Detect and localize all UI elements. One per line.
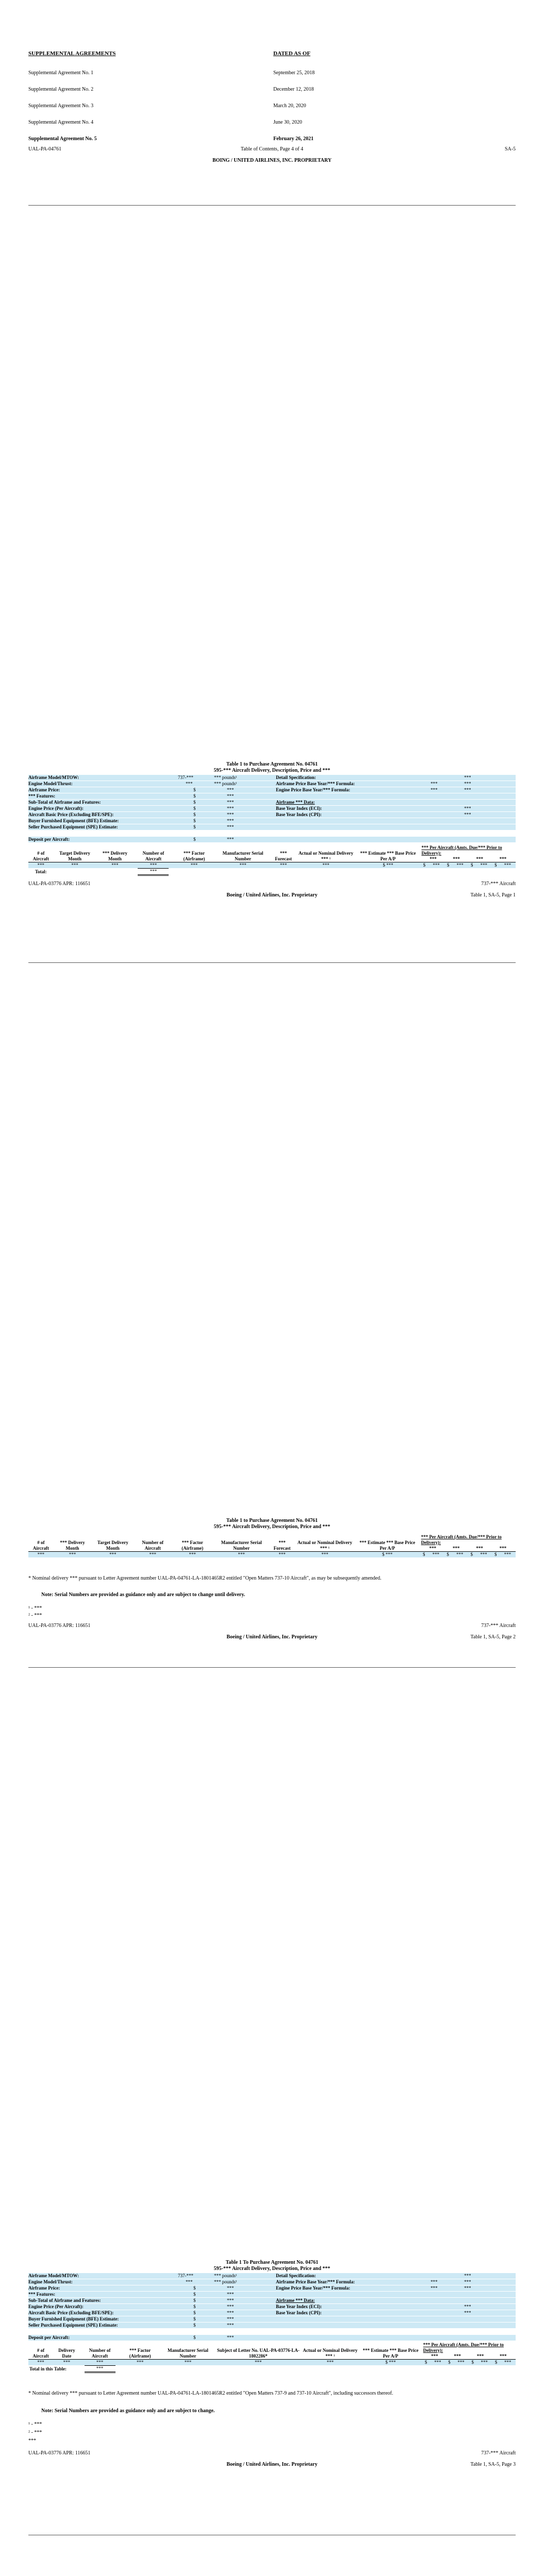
col-header: Manufacturer Serial Number xyxy=(161,2342,215,2360)
total-value: *** xyxy=(138,868,169,876)
cell: *** xyxy=(134,1552,171,1558)
cell: $ xyxy=(468,862,476,869)
spec-label: Seller Purchased Equipment (SPE) Estimate: xyxy=(28,2323,118,2328)
toc-row-date: December 12, 2018 xyxy=(273,87,314,92)
spec-label: Seller Purchased Equipment (SPE) Estimate: xyxy=(28,824,118,829)
group-header: *** Per Aircraft (Amts. Due/*** Prior to Delivery): xyxy=(421,845,502,856)
spec-right-label: Detail Specification: xyxy=(276,2273,316,2278)
spec-value-a: $ xyxy=(193,2323,196,2328)
cell: *** xyxy=(54,1552,91,1558)
deposit-value-b: *** xyxy=(227,837,234,842)
spec-label: Buyer Furnished Equipment (BFE) Estimate: xyxy=(28,2316,119,2321)
toc-header-left: SUPPLEMENTAL AGREEMENTS xyxy=(28,50,116,57)
table-title: Table 1 to Purchase Agreement No. 04761 xyxy=(226,1518,318,1523)
cell: $ xyxy=(444,862,452,869)
spec-value-b: *** pounds¹ xyxy=(214,2279,237,2284)
spec-value-a: 737-*** xyxy=(178,2273,193,2278)
spec-right-label: Engine Price Base Year/*** Formula: xyxy=(276,2285,351,2291)
proprietary: Boeing / United Airlines, Inc. Proprietary xyxy=(226,1634,318,1640)
cell: *** xyxy=(215,2360,301,2366)
spec-value-b: *** pounds¹ xyxy=(214,2273,237,2278)
col-header: Number of Aircraft xyxy=(134,845,173,862)
group-col: *** xyxy=(454,2353,461,2359)
proprietary: Boeing / United Airlines, Inc. Proprietary xyxy=(226,2462,318,2467)
schedule-table xyxy=(28,1534,516,1557)
toc-row-name: Supplemental Agreement No. 4 xyxy=(28,120,94,125)
cell: $ xyxy=(444,1552,452,1558)
spec-value-a: $ xyxy=(193,787,196,792)
total-label: Total: xyxy=(35,869,47,874)
footer-right: 737-*** Aircraft xyxy=(481,881,516,887)
group-col: *** xyxy=(429,1546,436,1551)
cell: *** xyxy=(295,1552,355,1558)
spec-value-b: *** xyxy=(227,2310,234,2315)
spec-value-a: $ xyxy=(193,2316,196,2321)
footnote: * Nominal delivery *** pursuant to Letter Agreement number UAL-PA-04761-LA-1801465R2 entitled "Open Matters 737-9 and 737-10 Aircraft", including successors thereof. xyxy=(28,2391,393,2396)
cell: *** xyxy=(453,2360,469,2366)
cell: *** xyxy=(161,2360,215,2366)
cell: *** xyxy=(119,2360,161,2366)
spec-right-value: *** xyxy=(431,2285,438,2291)
spec-right-value2: *** xyxy=(464,2279,471,2284)
table-subtitle: 595-*** Aircraft Delivery, Description, Price and *** xyxy=(213,768,331,773)
footer-left: UAL-PA-03776 APR: 116651 xyxy=(28,881,91,887)
col-header: Actual or Nominal Delivery *** ¹ xyxy=(296,845,356,862)
spec-value-b: *** xyxy=(227,824,234,829)
spec-label: Buyer Furnished Equipment (BFE) Estimate: xyxy=(28,818,119,823)
footer-right: 737-*** Aircraft xyxy=(481,2450,516,2456)
spec-right-label: Airframe *** Data: xyxy=(276,800,315,805)
spec-label: Sub-Total of Airframe and Features: xyxy=(28,2298,101,2303)
spec-label: Engine Price (Per Aircraft): xyxy=(28,2304,84,2309)
cell: $ xyxy=(422,2360,430,2366)
proprietary: Boeing / United Airlines, Inc. Proprietary xyxy=(226,892,318,898)
cell: *** xyxy=(386,862,393,868)
spec-label: Airframe Price: xyxy=(28,2285,60,2291)
cell: *** xyxy=(476,2360,492,2366)
col-header: Subject of Letter No. UAL-PA-03776-LA-1802286* xyxy=(215,2342,301,2360)
group-col: *** xyxy=(499,1546,507,1551)
toc-row-name: Supplemental Agreement No. 1 xyxy=(28,70,94,76)
cell: *** xyxy=(171,1552,213,1558)
spec-label: Sub-Total of Airframe and Features: xyxy=(28,800,101,805)
spec-value-b: *** xyxy=(227,812,234,817)
spec-label: Aircraft Basic Price (Excluding BFE/SPE): xyxy=(28,2310,114,2315)
cell: *** xyxy=(213,1552,269,1558)
cell: *** xyxy=(452,1552,468,1558)
cell: *** xyxy=(500,2360,516,2366)
spec-value-a: $ xyxy=(193,824,196,829)
cell: *** xyxy=(28,1552,54,1558)
spec-right-label: Airframe *** Data: xyxy=(276,2298,315,2303)
cell: $ xyxy=(382,1552,385,1557)
cell: *** xyxy=(80,2360,120,2366)
table-row xyxy=(28,1552,516,1558)
spec-value-b: *** xyxy=(227,2316,234,2321)
toc-row-name: Supplemental Agreement No. 3 xyxy=(28,103,94,109)
cell: *** xyxy=(296,862,356,869)
serial-note: Note: Serial Numbers are provided as guidance only and are subject to change until delivery. xyxy=(41,1592,245,1598)
cell: $ xyxy=(420,1552,428,1558)
toc-header-right: DATED AS OF xyxy=(273,50,310,57)
spec-right-value: *** xyxy=(431,2279,438,2284)
cell: *** xyxy=(54,862,96,869)
spec-right-value: *** xyxy=(464,775,471,780)
serial-note: Note: Serial Numbers are provided as guidance only and are subject to change. xyxy=(41,2408,215,2414)
group-col: *** xyxy=(500,2353,507,2359)
spec-value-a: $ xyxy=(193,2285,196,2291)
spec-right-value2: *** xyxy=(464,787,471,792)
cell: *** xyxy=(269,1552,295,1558)
deposit-label: Deposit per Aircraft: xyxy=(28,2335,70,2340)
spec-value-a: $ xyxy=(193,2298,196,2303)
table-title: Table 1 to Purchase Agreement No. 04761 xyxy=(226,761,318,767)
footnote-extra: ¹ - *** xyxy=(28,2421,42,2427)
footnote-extra: ² - *** xyxy=(28,1613,42,1618)
schedule-table xyxy=(28,845,516,876)
cell: *** xyxy=(28,2360,53,2366)
group-col: *** xyxy=(431,2353,438,2359)
spec-value-b: *** xyxy=(227,2304,234,2309)
spec-right-value: *** xyxy=(464,2273,471,2278)
cell: $ xyxy=(492,1552,500,1558)
spec-right-label: Airframe Price Base Year/*** Formula: xyxy=(276,781,355,786)
footer-right: 737-*** Aircraft xyxy=(481,1623,516,1629)
page-divider xyxy=(28,1667,516,1668)
cell: $ xyxy=(468,1552,475,1558)
cell: *** xyxy=(91,1552,134,1558)
col-header: *** Estimate *** Base Price Per A/P xyxy=(355,1534,420,1552)
spec-right-value: *** xyxy=(464,806,471,811)
spec-right-value2: *** xyxy=(464,781,471,786)
footnote: * Nominal delivery *** pursuant to Letter Agreement number UAL-PA-04761-LA-1801465R2 entitled "Open Matters 737-10 Aircraft", as may be subsequently amended. xyxy=(28,1575,382,1581)
table-title: Table 1 To Purchase Agreement No. 04761 xyxy=(225,2260,319,2265)
total-label: Total in this Table: xyxy=(29,2366,67,2371)
group-col: *** xyxy=(453,856,460,861)
cell: *** xyxy=(216,862,271,869)
spec-value-b: *** xyxy=(227,2298,234,2303)
spec-value-a: $ xyxy=(193,806,196,811)
cell: *** xyxy=(271,862,296,869)
spec-value-a: *** xyxy=(186,781,193,786)
spec-value-b: *** pounds¹ xyxy=(214,775,237,780)
schedule-table xyxy=(28,2342,516,2373)
col-header: *** Factor (Airframe) xyxy=(171,1534,213,1552)
cell: $ xyxy=(469,2360,476,2366)
spec-value-a: $ xyxy=(193,2310,196,2315)
page-ref: Table 1, SA-5, Page 2 xyxy=(470,1634,516,1640)
toc-footer-right: SA-5 xyxy=(504,146,516,152)
group-col: *** xyxy=(499,856,507,861)
col-header: Target Delivery Month xyxy=(54,845,96,862)
col-header: *** Estimate *** Base Price Per A/P xyxy=(355,845,420,862)
spec-right-label: Base Year Index (CPI): xyxy=(276,812,322,817)
col-header: Number of Aircraft xyxy=(80,2342,120,2360)
cell: *** xyxy=(500,862,516,869)
page-ref: Table 1, SA-5, Page 3 xyxy=(470,2462,516,2467)
page-divider xyxy=(28,962,516,963)
col-header: Delivery Date xyxy=(53,2342,80,2360)
col-header: Actual or Nominal Delivery *** ¹ xyxy=(302,2342,359,2360)
spec-right-value: *** xyxy=(464,2310,471,2315)
cell: *** xyxy=(96,862,134,869)
footer-left: UAL-PA-03776 APR: 116651 xyxy=(28,1623,91,1629)
spec-value-b: *** xyxy=(227,818,234,823)
table-row xyxy=(28,862,516,869)
spec-value-a: $ xyxy=(193,812,196,817)
cell: *** xyxy=(28,862,54,869)
spec-label: *** Features: xyxy=(28,2292,56,2297)
spec-block xyxy=(28,775,516,843)
deposit-label: Deposit per Aircraft: xyxy=(28,837,70,842)
deposit-value-a: $ xyxy=(193,837,196,842)
group-col: *** xyxy=(430,856,437,861)
footer-left: UAL-PA-03776 APR: 116651 xyxy=(28,2450,91,2456)
spec-right-value: *** xyxy=(431,787,438,792)
spec-label: Airframe Model/MTOW: xyxy=(28,2273,79,2278)
cell: *** xyxy=(428,1552,444,1558)
cell: *** xyxy=(476,862,492,869)
cell: *** xyxy=(430,2360,445,2366)
group-col: *** xyxy=(476,1546,483,1551)
spec-value-a: $ xyxy=(193,800,196,805)
spec-value-b: *** xyxy=(227,2292,234,2297)
spec-value-b: *** xyxy=(227,2285,234,2291)
spec-value-b: *** xyxy=(227,806,234,811)
cell: *** xyxy=(385,1552,393,1557)
group-header: *** Per Aircraft (Amts. Due/*** Prior to Delivery): xyxy=(423,2342,504,2353)
spec-right-value: *** xyxy=(464,812,471,817)
cell: *** xyxy=(428,862,444,869)
footnote-extra: *** xyxy=(28,2438,36,2444)
toc-footer-left: UAL-PA-04761 xyxy=(28,146,62,152)
toc-row-date: June 30, 2020 xyxy=(273,120,302,125)
cell: $ xyxy=(385,2360,388,2365)
total-value: *** xyxy=(85,2365,116,2373)
spec-right-value: *** xyxy=(431,781,438,786)
spec-right-label: Airframe Price Base Year/*** Formula: xyxy=(276,2279,355,2284)
spec-value-a: 737-*** xyxy=(178,775,193,780)
spec-right-label: Engine Price Base Year/*** Formula: xyxy=(276,787,351,792)
spec-value-a: $ xyxy=(193,2292,196,2297)
cell: $ xyxy=(492,2360,500,2366)
col-header: *** Factor (Airframe) xyxy=(119,2342,161,2360)
spec-label: Engine Model/Thrust: xyxy=(28,2279,73,2284)
spec-label: *** Features: xyxy=(28,793,56,799)
cell: $ xyxy=(446,2360,453,2366)
cell: *** xyxy=(53,2360,80,2366)
spec-value-b: *** pounds¹ xyxy=(214,781,237,786)
col-header: *** Estimate *** Base Price Per A/P xyxy=(359,2342,422,2360)
spec-right-value2: *** xyxy=(464,2285,471,2291)
cell: $ xyxy=(420,862,428,869)
spec-value-a: $ xyxy=(193,2304,196,2309)
col-header: *** Delivery Month xyxy=(54,1534,91,1552)
spec-value-b: *** xyxy=(227,793,234,799)
spec-label: Engine Price (Per Aircraft): xyxy=(28,806,84,811)
spec-label: Aircraft Basic Price (Excluding BFE/SPE): xyxy=(28,812,114,817)
group-header: *** Per Aircraft (Amts. Due/*** Prior to Delivery): xyxy=(421,1534,502,1545)
spec-right-label: Base Year Index (CPI): xyxy=(276,2310,322,2315)
col-header: *** Delivery Month xyxy=(96,845,134,862)
col-header: # of Aircraft xyxy=(28,845,54,862)
toc-row-date: March 20, 2020 xyxy=(273,103,306,109)
group-col: *** xyxy=(476,2353,484,2359)
col-header: *** Forecast xyxy=(271,845,296,862)
col-header: Manufacturer Serial Number xyxy=(216,845,271,862)
cell: *** xyxy=(475,1552,491,1558)
spec-value-a: $ xyxy=(193,793,196,799)
col-header: Manufacturer Serial Number xyxy=(213,1534,269,1552)
group-col: *** xyxy=(476,856,483,861)
col-header: # of Aircraft xyxy=(28,1534,54,1552)
col-header: # of Aircraft xyxy=(28,2342,53,2360)
cell: *** xyxy=(500,1552,516,1558)
deposit-value-b: *** xyxy=(227,2335,234,2340)
table-row xyxy=(28,2360,516,2366)
toc-footer-center: Table of Contents, Page 4 of 4 xyxy=(240,146,304,152)
cell: *** xyxy=(134,862,173,869)
toc-row-name: Supplemental Agreement No. 5 xyxy=(28,136,97,142)
toc-row-date: September 25, 2018 xyxy=(273,70,315,76)
toc-row-date: February 26, 2021 xyxy=(273,136,314,142)
toc-row-name: Supplemental Agreement No. 2 xyxy=(28,87,94,92)
spec-value-b: *** xyxy=(227,787,234,792)
spec-label: Airframe Model/MTOW: xyxy=(28,775,79,780)
page-divider xyxy=(28,205,516,206)
cell: *** xyxy=(302,2360,359,2366)
footnote-extra: ¹ - *** xyxy=(28,1605,42,1611)
cell: *** xyxy=(452,862,468,869)
spec-value-a: *** xyxy=(186,2279,193,2284)
spec-right-label: Detail Specification: xyxy=(276,775,316,780)
col-header: *** Factor (Airframe) xyxy=(173,845,216,862)
spec-value-a: $ xyxy=(193,818,196,823)
col-header: Actual or Nominal Delivery *** ¹ xyxy=(295,1534,355,1552)
deposit-value-a: $ xyxy=(193,2335,196,2340)
footnote-extra: ² - *** xyxy=(28,2430,42,2435)
cell: $ xyxy=(492,862,500,869)
spec-block xyxy=(28,2273,516,2341)
cell: *** xyxy=(389,2360,396,2365)
cell: *** xyxy=(173,862,216,869)
spec-right-value: *** xyxy=(464,2304,471,2309)
col-header: *** Forecast xyxy=(269,1534,295,1552)
col-header: Target Delivery Month xyxy=(91,1534,134,1552)
spec-right-label: Base Year Index (ECI): xyxy=(276,2304,322,2309)
spec-value-b: *** xyxy=(227,2323,234,2328)
toc-proprietary: BOING / UNITED AIRLINES, INC. PROPRIETARY xyxy=(212,158,332,163)
spec-value-b: *** xyxy=(227,800,234,805)
table-subtitle: 595-*** Aircraft Delivery, Description, Price and *** xyxy=(213,1524,331,1530)
group-col: *** xyxy=(452,1546,460,1551)
page-ref: Table 1, SA-5, Page 1 xyxy=(470,892,516,898)
col-header: Number of Aircraft xyxy=(134,1534,171,1552)
spec-label: Engine Model/Thrust: xyxy=(28,781,73,786)
cell: $ xyxy=(383,862,385,868)
spec-label: Airframe Price: xyxy=(28,787,60,792)
table-subtitle: 595-*** Aircraft Delivery, Description, Price and *** xyxy=(213,2266,331,2272)
spec-right-label: Base Year Index (ECI): xyxy=(276,806,322,811)
